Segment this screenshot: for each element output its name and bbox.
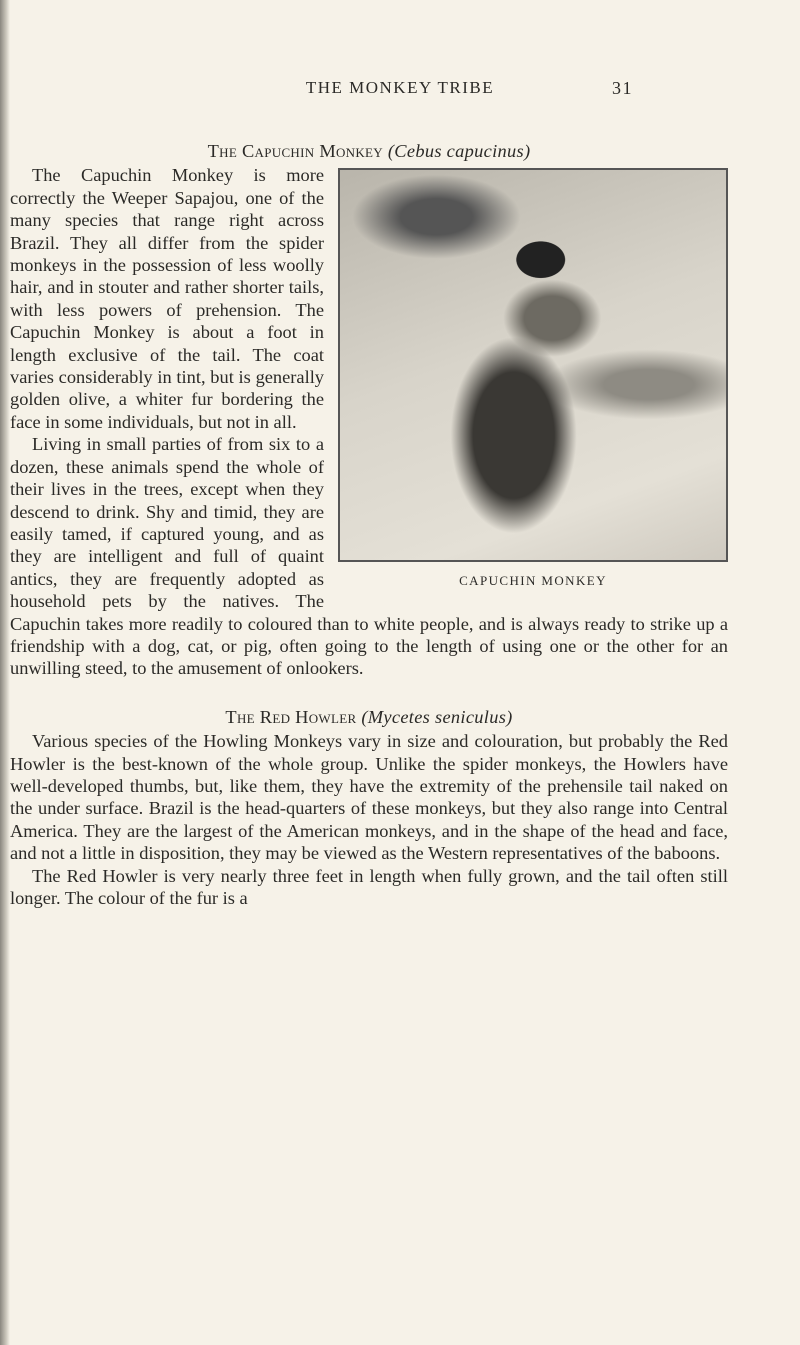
howler-heading	[10, 706, 728, 728]
howler-heading-latin: (Mycetes seniculus)	[361, 706, 513, 727]
capuchin-monkey-photo	[338, 168, 728, 562]
text-column	[10, 120, 728, 909]
page-number: 31	[612, 78, 633, 98]
capuchin-figure	[338, 168, 728, 592]
capuchin-paragraph-2: Living in small parties of from six to a dozen, these animals spend the whole of their lives in the trees, except when they descend to drink. Shy and timid, they are easily tamed, if captured young, and as they are intelligent and full of quaint antics, they are frequently adopted as household pets by the natives. The Capuchin takes more readily to coloured than to white people, and is always ready to strike up a friendship with a dog, cat, or pig, often going to the length of using one or the other for an unwilling steed, to the amusement of onlookers.	[10, 434, 728, 679]
running-head-title: THE MONKEY TRIBE	[305, 78, 495, 97]
howler-paragraph-1: Various species of the Howling Monkeys vary in size and colouration, but probably the Red Howler is the best-known of the whole group. Unlike the spider monkeys, the Howlers have well-developed thumbs, but, like them, they have the extremity of the prehensile tail naked on the under surface. Brazil is the head-quarters of these monkeys, but they also range into Central America. They are the largest of the American monkeys, and in the shape of the head and face, and not a little in disposition, they may be viewed as the Western representatives of the baboons.	[10, 731, 728, 864]
capuchin-heading-name: The Capuchin Monkey	[207, 141, 383, 161]
figure-caption: CAPUCHIN MONKEY	[459, 573, 607, 589]
howler-heading-name: The Red Howler	[225, 706, 357, 727]
capuchin-paragraph-1: The Capuchin Monkey is more correctly the Weeper Sapajou, one of the many species that range right across Brazil. They all differ from the spider monkeys in the possession of less woolly hair, and in stouter and rather shorter tails, with less powers of prehension. The Capuchin Monkey is about a foot in length exclusive of the tail. The coat varies considerably in tint, but is generally golden olive, a whiter fur bordering the face in some individuals, but not in all.	[10, 165, 324, 432]
page-gutter-shadow	[0, 0, 10, 1345]
capuchin-heading	[10, 140, 728, 162]
howler-paragraph-2: The Red Howler is very nearly three feet in length when fully grown, and the tail often still longer. The colour of the fur is a	[10, 865, 728, 908]
capuchin-heading-latin: (Cebus capucinus)	[387, 141, 531, 161]
